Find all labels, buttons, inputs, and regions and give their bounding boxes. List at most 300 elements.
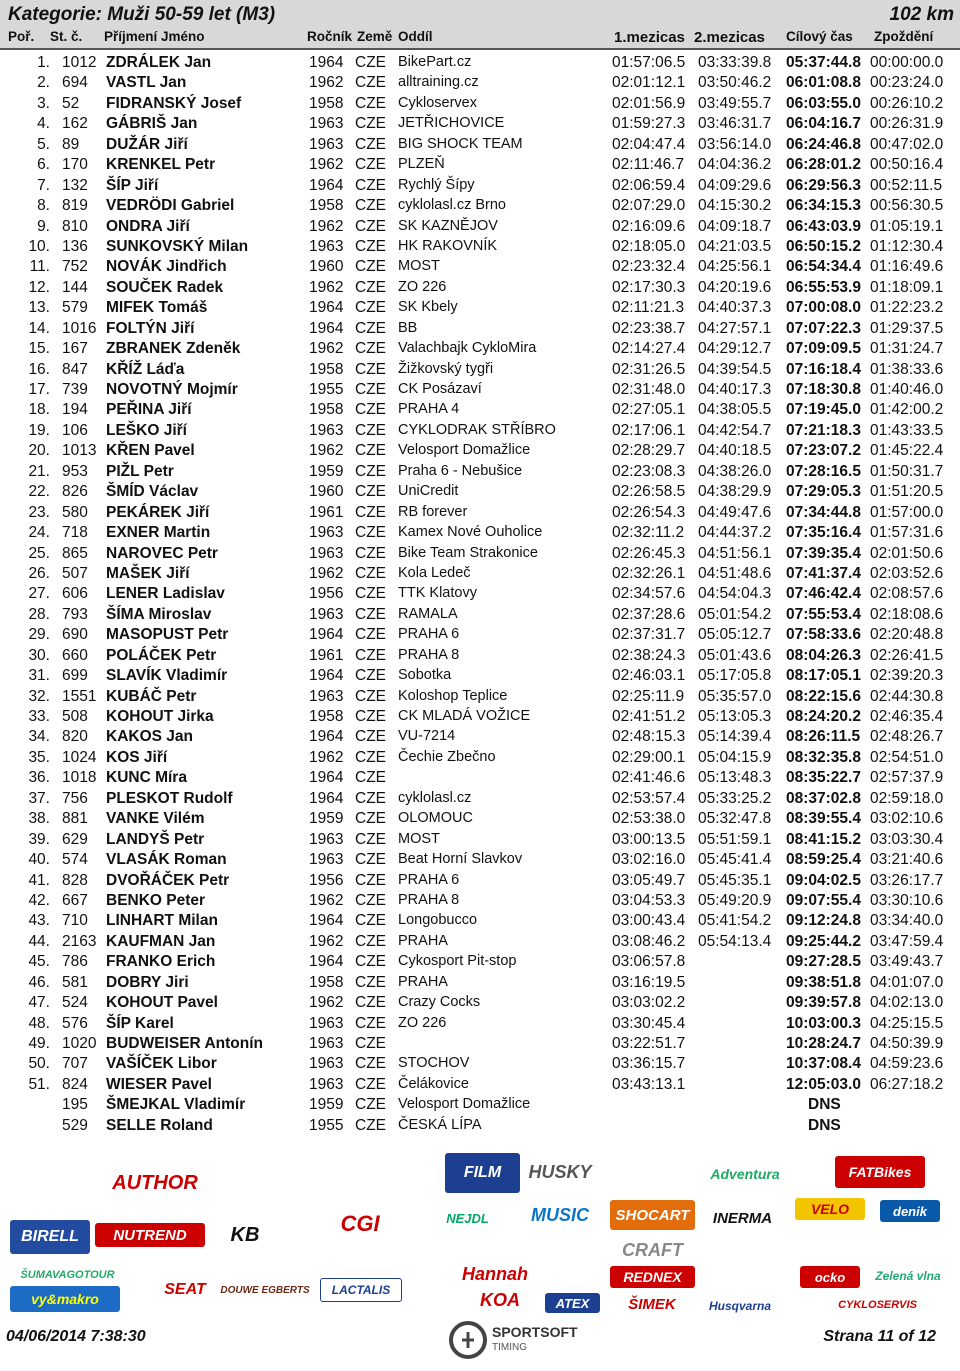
cell-country: CZE: [355, 564, 386, 582]
cell-split2: 05:54:13.4: [698, 932, 772, 950]
cell-finish: 10:03:00.3: [786, 1014, 861, 1032]
cell-gap: 01:57:00.0: [870, 503, 944, 521]
cell-split2: 04:39:54.5: [698, 360, 772, 378]
cell-order: 46.: [28, 973, 50, 991]
cell-finish: 09:39:57.8: [786, 994, 861, 1012]
cell-club: Beat Horní Slavkov: [398, 851, 523, 868]
cell-country: CZE: [355, 442, 386, 460]
cell-country: CZE: [355, 156, 386, 174]
cell-year: 1963: [309, 524, 344, 542]
cell-gap: 01:29:37.5: [870, 319, 944, 337]
cell-country: CZE: [355, 1116, 386, 1134]
cell-order: 15.: [28, 340, 50, 358]
cell-finish: 06:28:01.2: [786, 156, 861, 174]
cell-finish: 07:09:09.5: [786, 340, 861, 358]
table-row: [0, 911, 960, 931]
cell-year: 1963: [309, 1035, 344, 1052]
cell-name: FIDRANSKÝ Josef: [106, 94, 242, 112]
table-row: [0, 584, 960, 604]
cell-name: MAŠEK Jiří: [106, 564, 190, 582]
table-row: [0, 891, 960, 911]
sponsor-logos: [0, 1148, 960, 1318]
cell-start-number: 524: [62, 994, 88, 1012]
cell-name: GÁBRIŠ Jan: [106, 115, 198, 133]
cell-name: NOVÁK Jindřich: [106, 258, 227, 276]
cell-split1: 01:59:27.3: [612, 115, 686, 133]
cell-gap: 02:57:37.9: [870, 769, 944, 787]
col-finish: Cílový čas: [786, 29, 853, 44]
cell-country: CZE: [355, 851, 386, 869]
cell-finish: 07:21:18.3: [786, 421, 861, 439]
cell-gap: 02:46:35.4: [870, 708, 944, 725]
cell-year: 1962: [309, 156, 344, 174]
cell-country: CZE: [355, 544, 386, 562]
cell-name: ŠMEJKAL Vladimír: [106, 1096, 246, 1114]
cell-country: CZE: [355, 503, 386, 521]
cell-split2: 05:49:20.9: [698, 891, 772, 909]
category-title: Kategorie: Muži 50-59 let (M3): [8, 4, 276, 25]
cell-name: VLASÁK Roman: [106, 851, 227, 869]
cell-order: 31.: [28, 667, 50, 685]
cell-start-number: 824: [62, 1075, 88, 1093]
cell-name: VASTL Jan: [106, 74, 187, 92]
cell-gap: 03:30:10.6: [870, 891, 944, 909]
cell-order: 17.: [28, 381, 50, 398]
cell-year: 1959: [309, 462, 344, 480]
cell-finish: 07:35:16.4: [786, 524, 861, 542]
cell-name: NAROVEC Petr: [106, 544, 218, 562]
cell-start-number: 667: [62, 891, 88, 909]
cell-start-number: 195: [62, 1096, 88, 1114]
cell-year: 1962: [309, 564, 344, 582]
cell-start-number: 819: [62, 197, 88, 215]
cell-finish: 06:34:15.3: [786, 197, 861, 215]
cell-club: PRAHA: [398, 932, 448, 949]
table-row: [0, 625, 960, 645]
cell-club: Praha 6 - Nebušice: [398, 462, 523, 479]
cell-split2: 04:49:47.6: [698, 503, 772, 521]
cell-start-number: 1018: [62, 769, 97, 787]
cell-year: 1961: [309, 503, 344, 521]
cykloservis-logo: CYKLOSERVIS: [838, 1299, 917, 1311]
cell-country: CZE: [355, 789, 386, 807]
cell-year: 1963: [309, 1075, 344, 1093]
cell-gap: 03:26:17.7: [870, 871, 944, 889]
cell-name: KRENKEL Petr: [106, 156, 216, 174]
cell-split1: 02:11:46.7: [612, 156, 685, 174]
music-logo: MUSIC: [531, 1204, 589, 1225]
cell-split1: 01:57:06.5: [612, 54, 686, 71]
cell-split2: 04:04:36.2: [698, 156, 772, 174]
cell-gap: 01:57:31.6: [870, 524, 944, 542]
cell-finish: 08:32:35.8: [786, 748, 861, 766]
cell-finish: 12:05:03.0: [786, 1075, 861, 1093]
cell-finish: 07:46:42.4: [786, 585, 861, 603]
cell-order: 36.: [28, 769, 50, 787]
cell-country: CZE: [355, 1075, 386, 1093]
cell-split1: 02:16:09.6: [612, 217, 686, 235]
cell-country: CZE: [355, 1014, 386, 1032]
cell-country: CZE: [355, 687, 386, 705]
cell-split1: 02:01:12.1: [612, 74, 686, 92]
kb-logo: KB: [230, 1223, 260, 1246]
cell-name: NOVOTNÝ Mojmír: [106, 381, 238, 398]
table-row: [0, 1116, 960, 1136]
koa-logo: KOA: [480, 1289, 520, 1310]
cell-club: Žižkovský tygři: [398, 360, 494, 377]
cell-club: JETŘICHOVICE: [398, 115, 505, 132]
cell-finish: 08:26:11.5: [786, 728, 861, 746]
cell-year: 1963: [309, 135, 344, 153]
cell-year: 1960: [309, 258, 344, 276]
table-row: [0, 94, 960, 114]
cell-club: Koloshop Teplice: [398, 687, 508, 704]
cell-order: 40.: [28, 851, 50, 869]
table-row: [0, 1034, 960, 1054]
cell-split1: 02:46:03.1: [612, 667, 686, 685]
cell-year: 1962: [309, 278, 344, 296]
cell-country: CZE: [355, 197, 386, 215]
table-row: [0, 135, 960, 155]
cell-gap: 03:49:43.7: [870, 953, 944, 971]
cell-split2: 03:49:55.7: [698, 94, 772, 112]
cell-gap: 00:56:30.5: [870, 197, 944, 215]
cell-gap: 00:52:11.5: [870, 176, 943, 194]
cell-gap: 02:26:41.5: [870, 646, 944, 664]
cell-split1: 03:05:49.7: [612, 871, 686, 889]
cell-split1: 03:03:02.2: [612, 994, 686, 1012]
cell-finish: 06:55:53.9: [786, 278, 861, 296]
cell-split2: 04:51:56.1: [698, 544, 772, 562]
cell-year: 1963: [309, 830, 344, 848]
cell-start-number: 1551: [62, 687, 97, 705]
cell-start-number: 52: [62, 94, 80, 112]
table-row: [0, 871, 960, 891]
cell-finish: 09:04:02.5: [786, 871, 861, 889]
col-split2: 2.mezicas: [694, 29, 765, 46]
cell-year: 1960: [309, 483, 344, 501]
cell-name: LANDYŠ Petr: [106, 830, 205, 848]
cell-split1: 02:04:47.4: [612, 135, 686, 153]
cell-split2: 04:51:48.6: [698, 564, 772, 582]
cell-year: 1963: [309, 1055, 344, 1073]
col-gap: Zpoždění: [874, 29, 934, 44]
cell-order: 22.: [28, 483, 50, 501]
cell-order: 41.: [28, 871, 50, 889]
cell-start-number: 793: [62, 605, 88, 623]
cell-name: ŠÍP Karel: [106, 1014, 174, 1032]
cell-split1: 02:31:26.5: [612, 360, 686, 378]
cell-start-number: 865: [62, 544, 88, 562]
cell-finish: 10:37:08.4: [786, 1055, 861, 1073]
cell-split1: 02:17:06.1: [612, 421, 686, 439]
cell-name: KOS Jiří: [106, 748, 168, 766]
author-logo: AUTHOR: [112, 1171, 198, 1194]
cell-split1: 03:04:53.3: [612, 891, 686, 909]
cell-gap: 01:43:33.5: [870, 421, 944, 439]
cell-finish: 09:07:55.4: [786, 891, 861, 909]
velo-logo: VELO: [795, 1198, 865, 1220]
cell-split2: 04:20:19.6: [698, 278, 772, 296]
cell-start-number: 508: [62, 708, 88, 725]
cell-year: 1959: [309, 1096, 344, 1114]
cell-split1: 02:26:45.3: [612, 544, 686, 562]
table-row: [0, 523, 960, 543]
cell-country: CZE: [355, 626, 386, 644]
sumavagotour-logo: ŠUMAVAGOTOUR: [20, 1269, 115, 1281]
cell-split1: 02:37:31.7: [612, 626, 686, 644]
cell-gap: 04:25:15.5: [870, 1014, 944, 1032]
cell-split1: 02:32:11.2: [612, 524, 685, 542]
nejdl-logo: NEJDL: [446, 1210, 489, 1226]
cell-club: Velosport Domažlice: [398, 1096, 531, 1113]
cell-order: 50.: [28, 1055, 50, 1073]
cell-split1: 03:43:13.1: [612, 1075, 686, 1093]
cell-finish: 07:18:30.8: [786, 381, 861, 398]
cell-start-number: 576: [62, 1014, 88, 1032]
cell-country: CZE: [355, 299, 386, 317]
cell-gap: 02:03:52.6: [870, 564, 944, 582]
cell-name: WIESER Pavel: [106, 1075, 212, 1093]
cell-split2: 05:32:47.8: [698, 810, 772, 828]
rednex-logo: REDNEX: [610, 1266, 695, 1288]
cell-start-number: 581: [62, 973, 88, 991]
cell-order: 12.: [28, 278, 50, 296]
cell-finish: 08:35:22.7: [786, 769, 861, 787]
cell-gap: 01:22:23.2: [870, 299, 944, 317]
cell-split1: 02:23:08.3: [612, 462, 686, 480]
table-row: [0, 993, 960, 1013]
cell-club: Bike Team Strakonice: [398, 544, 538, 561]
col-split1: 1.mezicas: [614, 29, 685, 46]
cell-finish: 06:04:16.7: [786, 115, 861, 133]
cell-club: PRAHA 8: [398, 646, 460, 663]
cell-start-number: 144: [62, 278, 88, 296]
cell-country: CZE: [355, 360, 386, 378]
cell-club: Sobotka: [398, 667, 452, 684]
cell-order: 44.: [28, 932, 50, 950]
cell-country: CZE: [355, 381, 386, 398]
cell-name: LINHART Milan: [106, 912, 218, 930]
col-start: St. č.: [50, 29, 83, 44]
cell-finish: 08:39:55.4: [786, 810, 861, 828]
cell-split2: 04:40:37.3: [698, 299, 772, 317]
cell-club: MOST: [398, 258, 440, 275]
print-date: 04/06/2014 7:38:30: [6, 1328, 146, 1345]
cell-gap: 06:27:18.2: [870, 1075, 944, 1093]
cell-start-number: 167: [62, 340, 88, 358]
cell-split1: 02:01:56.9: [612, 94, 686, 112]
cell-year: 1962: [309, 932, 344, 950]
cell-split1: 03:16:19.5: [612, 973, 686, 991]
cell-split2: 04:38:26.0: [698, 462, 772, 480]
cell-finish: 07:00:08.0: [786, 299, 861, 317]
cell-order: 34.: [28, 728, 50, 746]
cell-club: PRAHA 8: [398, 891, 460, 908]
cell-gap: 04:02:13.0: [870, 994, 944, 1012]
cell-split1: 02:07:29.0: [612, 197, 686, 215]
cell-year: 1963: [309, 687, 344, 705]
cell-year: 1964: [309, 319, 344, 337]
cell-year: 1956: [309, 871, 344, 889]
cell-year: 1958: [309, 401, 344, 419]
cell-year: 1958: [309, 708, 344, 725]
cell-split2: 04:27:57.1: [698, 319, 772, 337]
cell-club: HK RAKOVNÍK: [398, 237, 498, 254]
cell-year: 1962: [309, 442, 344, 460]
cell-split2: 05:33:25.2: [698, 789, 772, 807]
cell-gap: 03:03:30.4: [870, 830, 944, 848]
cell-club: Valachbajk CykloMira: [398, 340, 537, 357]
cell-year: 1964: [309, 299, 344, 317]
cell-order: 4.: [37, 115, 50, 133]
table-row: [0, 73, 960, 93]
cell-year: 1959: [309, 810, 344, 828]
cell-year: 1963: [309, 115, 344, 133]
cell-gap: 00:50:16.4: [870, 156, 944, 174]
cell-gap: 02:01:50.6: [870, 544, 944, 562]
cell-finish: 10:28:24.7: [786, 1035, 861, 1052]
cell-split1: 02:11:21.3: [612, 299, 685, 317]
cell-split1: 02:18:05.0: [612, 237, 686, 255]
table-row: [0, 646, 960, 666]
cell-gap: 03:02:10.6: [870, 810, 944, 828]
cell-gap: 01:31:24.7: [870, 340, 944, 358]
cell-split1: 02:17:30.3: [612, 278, 686, 296]
cell-split2: 03:33:39.8: [698, 54, 772, 71]
cell-name: FOLTÝN Jiří: [106, 319, 195, 337]
cell-club: ČESKÁ LÍPA: [398, 1116, 482, 1133]
cell-finish: 06:24:46.8: [786, 135, 861, 153]
cell-club: SK Kbely: [398, 299, 458, 316]
cell-year: 1963: [309, 237, 344, 255]
cell-name: VAŠÍČEK Libor: [106, 1055, 217, 1073]
cell-name: ONDRA Jiří: [106, 217, 190, 235]
cell-country: CZE: [355, 871, 386, 889]
denik-logo: denik: [880, 1200, 940, 1222]
cell-order: 51.: [28, 1075, 50, 1093]
cell-gap: 02:18:08.6: [870, 605, 944, 623]
cell-year: 1963: [309, 544, 344, 562]
cell-year: 1962: [309, 891, 344, 909]
table-row: [0, 564, 960, 584]
cell-name: FRANKO Erich: [106, 953, 216, 971]
cell-split2: 05:17:05.8: [698, 667, 772, 685]
cell-club: Rychlý Šípy: [398, 176, 475, 193]
cell-split2: 04:09:29.6: [698, 176, 772, 194]
cell-finish: 07:23:07.2: [786, 442, 861, 460]
cell-country: CZE: [355, 176, 386, 194]
table-row: [0, 707, 960, 727]
cell-order: 47.: [28, 994, 50, 1012]
cell-gap: 01:05:19.1: [870, 217, 944, 235]
cell-finish: 06:54:34.4: [786, 258, 861, 276]
cell-split2: 04:40:17.3: [698, 381, 772, 398]
cell-order: 16.: [28, 360, 50, 378]
table-row: [0, 278, 960, 298]
cell-country: CZE: [355, 748, 386, 766]
table-row: [0, 196, 960, 216]
cell-gap: 01:42:00.2: [870, 401, 944, 419]
cell-name: DUŽÁR Jiří: [106, 135, 188, 153]
cell-start-number: 194: [62, 401, 88, 419]
table-row: [0, 319, 960, 339]
cell-start-number: 162: [62, 115, 88, 133]
cell-gap: 02:20:48.8: [870, 626, 944, 644]
cell-start-number: 136: [62, 237, 88, 255]
cell-name: ZDRÁLEK Jan: [106, 54, 212, 71]
cell-year: 1961: [309, 646, 344, 664]
cell-gap: 00:26:31.9: [870, 115, 944, 133]
cell-start-number: 1013: [62, 442, 97, 460]
table-row: [0, 973, 960, 993]
cell-country: CZE: [355, 401, 386, 419]
cell-finish: 07:16:18.4: [786, 360, 861, 378]
cell-name: KŘÍŽ Láďa: [106, 360, 185, 378]
sportsoft-mark-icon: [448, 1320, 488, 1360]
cell-order: 37.: [28, 789, 50, 807]
cell-start-number: 1020: [62, 1035, 97, 1052]
cell-country: CZE: [355, 1035, 386, 1052]
cell-split1: 02:29:00.1: [612, 748, 686, 766]
cell-name: LENER Ladislav: [106, 585, 225, 603]
cell-club: Crazy Cocks: [398, 994, 481, 1011]
cell-finish: 08:37:02.8: [786, 789, 861, 807]
cell-name: VANKE Vilém: [106, 810, 205, 828]
cell-start-number: 810: [62, 217, 88, 235]
cell-split1: 02:53:57.4: [612, 789, 686, 807]
cell-name: LEŠKO Jiří: [106, 421, 187, 439]
cell-year: 1964: [309, 176, 344, 194]
cell-gap: 00:47:02.0: [870, 135, 944, 153]
cell-name: KUBÁČ Petr: [106, 687, 197, 705]
cell-order: 25.: [28, 544, 50, 562]
table-row: [0, 462, 960, 482]
cell-split1: 02:37:28.6: [612, 605, 686, 623]
col-club: Oddíl: [398, 29, 433, 44]
cell-order: 10.: [28, 237, 50, 255]
makro-logo: vy&makro: [10, 1286, 120, 1312]
cell-start-number: 579: [62, 299, 88, 317]
cell-finish: 07:34:44.8: [786, 503, 861, 521]
cell-finish: DNS: [808, 1116, 841, 1134]
film-logo: FILM: [445, 1153, 520, 1193]
table-row: [0, 53, 960, 73]
cell-start-number: 1012: [62, 54, 97, 71]
cell-country: CZE: [355, 217, 386, 235]
cell-country: CZE: [355, 728, 386, 746]
cell-name: SELLE Roland: [106, 1116, 213, 1134]
table-row: [0, 687, 960, 707]
cell-club: Cykosport Pit-stop: [398, 953, 517, 970]
cell-split2: 04:54:04.3: [698, 585, 772, 603]
ocko-logo: ocko: [800, 1266, 860, 1288]
cell-gap: 01:50:31.7: [870, 462, 944, 480]
cell-country: CZE: [355, 1096, 386, 1114]
cell-year: 1964: [309, 626, 344, 644]
cell-start-number: 828: [62, 871, 88, 889]
table-row: [0, 155, 960, 175]
cell-split1: 02:25:11.9: [612, 687, 685, 705]
cell-year: 1963: [309, 851, 344, 869]
cell-gap: 01:40:46.0: [870, 381, 944, 398]
cell-start-number: 629: [62, 830, 88, 848]
cell-finish: 07:58:33.6: [786, 626, 861, 644]
cell-gap: 02:08:57.6: [870, 585, 944, 603]
douwe-egberts-logo: DOUWE EGBERTS: [220, 1284, 310, 1296]
cell-year: 1958: [309, 197, 344, 215]
table-row: [0, 114, 960, 134]
